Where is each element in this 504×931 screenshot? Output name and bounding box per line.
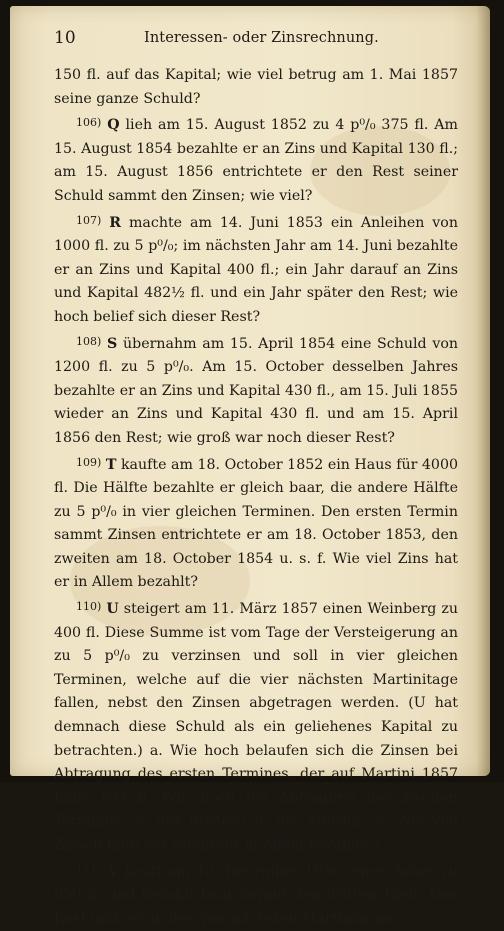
paragraph-text: kauft am 13. December 1856 einen Acker zu 650 fl. und bezahlt baar darauf den dritten Theil. Den Rest muß er an den vier nächsten Martinitagen: [54, 863, 458, 927]
paragraph-continued: [54, 64, 458, 111]
exercise-110: [54, 595, 458, 858]
page-edge-shadow: [476, 6, 490, 776]
exercise-letter: Q: [107, 117, 120, 134]
exercise-number: 106): [76, 116, 102, 130]
exercise-number: 109): [76, 455, 102, 469]
exercise-letter: R: [109, 214, 122, 231]
paragraph-text: lieh am 15. August 1852 zu 4 p⁰/₀ 375 fl. Am 15. August 1854 bezahlte er an Zins und Kapital 130 fl.; am 15. August 1856 entrichtete er den Rest seiner Schuld sammt den Zinsen; wie viel?: [54, 117, 459, 204]
running-head: Interessen- oder Zinsrechnung.: [144, 30, 379, 46]
exercise-letter: V: [107, 863, 119, 880]
paragraph-text: machte am 14. Juni 1853 ein Anleihen von 1000 fl. zu 5 p⁰/₀; im nächsten Jahr am 14. Juni bezahlte er an Zins und Kapital 400 fl.; ein Jahr darauf an Zins und Kapital 482½ fl. und ein Jahr später den Rest; wie hoch belief sich dieser Rest?: [54, 214, 458, 325]
exercise-108: [54, 330, 458, 451]
exercise-number: 107): [76, 213, 102, 227]
paragraph-text: übernahm am 15. April 1854 eine Schuld von 1200 fl. zu 5 p⁰/₀. Am 15. October desselben Jahres bezahlte er an Zins und Kapital 430 fl., am 15. Juli 1855 wieder an Zins und Kapital 430 fl. und am 15. April 1856 den Rest; wie groß war noch dieser Rest?: [54, 335, 459, 446]
exercise-letter: S: [107, 335, 118, 352]
exercise-109: [54, 451, 458, 596]
paragraph-text: steigert am 11. März 1857 einen Weinberg zu 400 fl. Diese Summe ist vom Tage der Versteigerung an zu 5 p⁰/₀ zu verzinsen und soll in vier gleichen Terminen, welche auf die vier nächsten Martinitage fallen, nebst den Zinsen abgetragen werden. (U hat demnach diese Schuld als ein geliehenes Kapital zu betrachten.) a. Wie hoch belaufen sich die Zinsen bei Abtragung des ersten Termines, der auf Martini 1857 fällig ist? b. Wie hoch bei Abtragung des zweiten Termines? c. des dritten? d. des vierten? e. Wie viel Zinsen muß der Steigerer in Allem bezahlen?: [54, 601, 458, 853]
exercise-number: 108): [76, 334, 102, 348]
exercise-letter: T: [105, 456, 117, 473]
page-number: 10: [54, 28, 76, 48]
paragraph-text: kaufte am 18. October 1852 ein Haus für 4000 fl. Die Hälfte bezahlte er gleich baar, die andere Hälfte zu 5 p⁰/₀ in vier gleichen Terminen. Den ersten Termin sammt Zinsen entrichtete er am 18. October 1853, den zweiten am 18. October 1854 u. s. f. Wie viel Zins hat er in Allem bezahlt?: [54, 456, 459, 591]
body-text: [54, 64, 458, 931]
exercise-number: 110): [76, 600, 102, 614]
paragraph-text: 150 fl. auf das Kapital; wie viel betrug am 1. Mai 1857 seine ganze Schuld?: [54, 67, 458, 107]
exercise-106: [54, 111, 458, 208]
exercise-107: [54, 209, 458, 330]
exercise-number: 111): [76, 862, 102, 876]
exercise-letter: U: [106, 601, 119, 618]
exercise-111: [54, 858, 458, 931]
page-header: [54, 28, 454, 52]
